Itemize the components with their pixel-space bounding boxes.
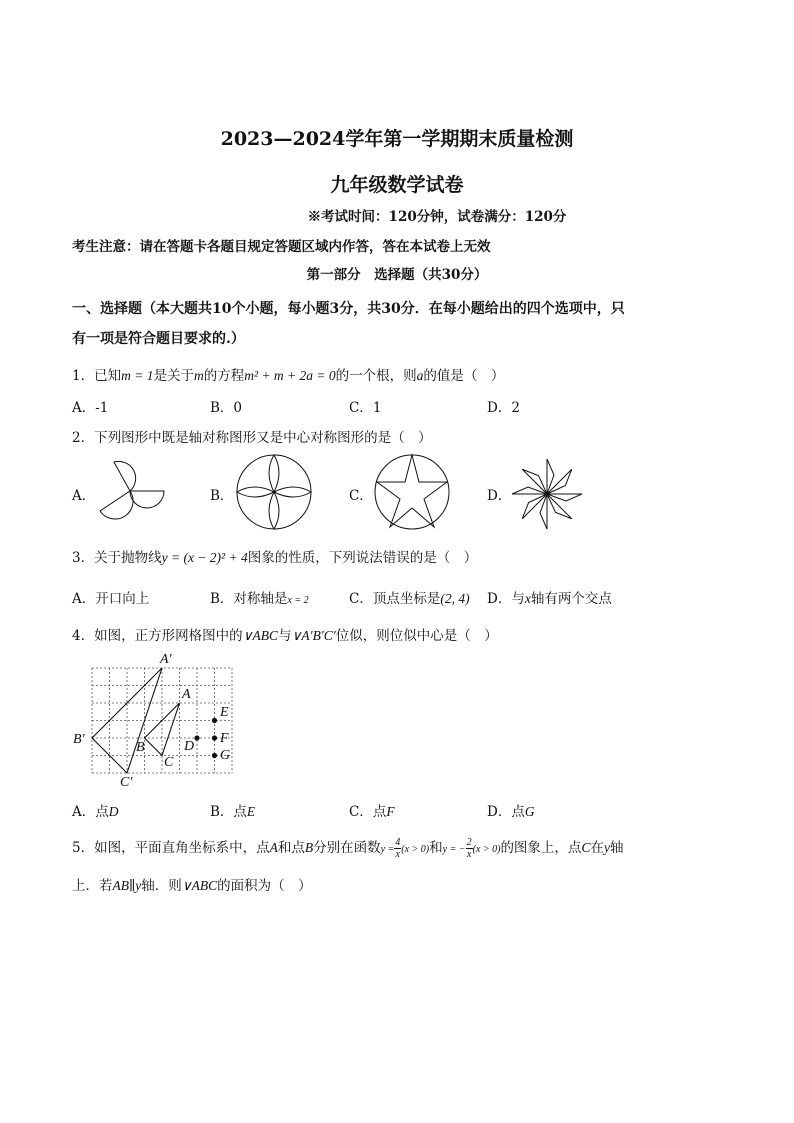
q2-label-d: D．	[487, 488, 512, 504]
q5-text-2: 和点	[277, 840, 305, 856]
q4-option-d-var: G	[524, 804, 535, 819]
q5-segment-ab: AB	[112, 878, 129, 893]
q4-label-a: A	[182, 687, 191, 702]
q5-func2-den: x	[466, 849, 472, 860]
q2-figure-b-flower	[234, 452, 314, 532]
q3-stem	[72, 546, 477, 566]
q3-option-a: A．开口向上	[72, 591, 150, 607]
q4-option-d	[487, 800, 535, 820]
q4-option-a	[72, 800, 119, 820]
q4-point-e-dot	[212, 718, 217, 723]
q4-triangle-1: ∨ABC	[242, 628, 278, 643]
q5-func1-cond: (x > 0)	[401, 844, 430, 855]
q5-func2-num: 2	[466, 837, 472, 848]
section-heading-line1: 一、选择题（本大题共10个小题，每小题3分，共30分．在每小题给出的四个选项中，只	[72, 301, 625, 317]
q4-grid-figure	[70, 648, 245, 788]
petal-top	[269, 455, 279, 492]
q2-figure-a-pinwheel	[92, 455, 168, 525]
q4-option-b-var: E	[246, 804, 256, 819]
q5-point-b: B	[304, 840, 314, 855]
q1-option-a: A．-1	[72, 400, 109, 416]
q2-label-b: B．	[210, 488, 234, 504]
q4-label-b: B	[136, 740, 145, 755]
petal-bottom	[269, 492, 279, 529]
q5-point-c: C	[581, 840, 591, 855]
q5-func2-lhs: y = −	[442, 844, 466, 855]
q3-option-d-text-1: D．与	[487, 591, 525, 607]
pinwheel-blade-right	[130, 491, 164, 508]
q5-y-var: y	[603, 840, 610, 855]
q1-stem	[72, 364, 504, 384]
q1-math-m-eq: m = 1	[121, 368, 154, 383]
q4-label-c: C	[164, 755, 174, 770]
q1-option-c: C．1	[349, 400, 382, 416]
q1-text-3: 的方程	[203, 368, 245, 384]
q4-label-e: E	[220, 705, 229, 720]
petal-left	[237, 487, 274, 497]
q4-text-1: 4．如图，正方形网格图中的	[72, 628, 243, 644]
five-point-star	[377, 455, 447, 527]
q5-text-3: 分别在函数	[313, 840, 381, 856]
q4-option-d-text: D．点	[487, 804, 525, 820]
q4-label-b-prime: B′	[73, 732, 85, 747]
q3-option-c	[349, 587, 470, 607]
q5-line2-text-1: 上．若	[72, 878, 113, 894]
q3-option-b-text: B．对称轴是	[210, 591, 288, 607]
q3-text-2: 图象的性质，下列说法错误的是（ ）	[247, 550, 478, 566]
q4-option-b-text: B．点	[210, 804, 247, 820]
exam-title: 2023—2024学年第一学期期末质量检测	[220, 128, 574, 150]
q5-func1-num: 4	[395, 837, 401, 848]
pinwheel-blade-top	[114, 461, 136, 491]
notice: 考生注意：请在答题卡各题目规定答题区域内作答，答在本试卷上无效	[72, 239, 491, 255]
q4-label-g: G	[220, 748, 231, 763]
q3-option-b-eq: x = 2	[287, 595, 309, 606]
q5-triangle: ∨ABC	[181, 878, 218, 893]
q1-text-5: 的值是（ ）	[423, 368, 505, 384]
petal-right	[274, 487, 311, 497]
q4-label-d: D	[184, 739, 195, 754]
q3-option-d-text-2: 轴有两个交点	[530, 591, 612, 607]
q4-option-b	[210, 800, 255, 820]
q4-option-c-var: F	[386, 804, 395, 819]
q4-option-a-var: D	[108, 804, 119, 819]
q3-text-1: 3．关于抛物线	[72, 550, 162, 566]
q3-option-d-var: x	[524, 591, 531, 606]
q4-point-g-dot	[212, 753, 217, 758]
q1-text-2: 是关于	[153, 368, 194, 384]
q2-stem: 2．下列图形中既是轴对称图形又是中心对称图形的是（ ）	[72, 430, 432, 446]
q4-option-a-text: A．点	[72, 804, 109, 820]
q4-point-d-dot	[194, 735, 199, 740]
q5-parallel: ∥	[129, 878, 136, 894]
q5-line2-y: y	[135, 878, 142, 893]
section-heading-line2: 有一项是符合题目要求的.）	[72, 331, 245, 347]
exam-info: ※考试时间：120分钟，试卷满分：120分	[307, 209, 567, 225]
q5-func1-lhs: y =	[380, 844, 395, 855]
q5-text-6: 在	[590, 840, 604, 856]
q4-point-f-dot	[212, 735, 217, 740]
q3-equation: y = (x − 2)² + 4	[161, 550, 248, 565]
q2-figure-c-star	[372, 452, 452, 532]
q5-line2-text-3: 的面积为（ ）	[217, 878, 312, 894]
q2-label-c: C．	[349, 488, 373, 504]
q2-label-a: A．	[72, 488, 96, 504]
q5-stem-line2	[72, 874, 312, 894]
q1-option-d: D．2	[487, 400, 520, 416]
q1-text-1: 1．已知	[72, 368, 122, 384]
q4-text-2: 与	[277, 628, 292, 644]
q3-option-d	[487, 587, 612, 607]
q3-option-c-text: C．顶点坐标是	[349, 591, 441, 607]
exam-subtitle: 九年级数学试卷	[330, 174, 464, 196]
q4-option-c-text: C．点	[349, 804, 387, 820]
q1-equation: m² + m + 2a = 0	[244, 368, 336, 383]
q1-math-a: a	[416, 368, 424, 383]
q4-option-c	[349, 800, 395, 820]
q4-label-c-prime: C′	[120, 775, 133, 788]
q5-func2-frac	[466, 837, 473, 860]
q1-option-b: B．0	[210, 400, 243, 416]
q3-option-b	[210, 587, 309, 607]
q5-point-a: A	[269, 840, 278, 855]
pinwheel-blade-bottom	[100, 491, 133, 519]
q4-label-a-prime: A′	[160, 652, 172, 667]
q4-stem	[72, 624, 498, 644]
q5-text-7: 轴	[609, 840, 624, 856]
q4-triangle-2: ∨A′B′C′	[291, 628, 336, 643]
q1-math-m: m	[193, 368, 204, 383]
q2-figure-d-windmill	[510, 457, 584, 531]
part-title: 第一部分 选择题（共30分）	[306, 267, 488, 283]
q5-line2-text-2: 轴．则	[141, 878, 182, 894]
q5-text-5: 的图象上，点	[500, 840, 582, 856]
q4-label-f: F	[220, 731, 229, 746]
q3-option-c-eq: (2, 4)	[440, 591, 470, 606]
q1-text-4: 的一个根，则	[335, 368, 417, 384]
q5-func1-den: x	[395, 849, 400, 860]
q5-stem-line1	[72, 836, 623, 860]
q5-text-1: 5．如图，平面直角坐标系中，点	[72, 840, 270, 856]
q5-text-4: 和	[429, 840, 443, 856]
q5-func2-cond: (x > 0)	[472, 844, 501, 855]
q4-text-3: 位似，则位似中心是（ ）	[335, 628, 498, 644]
